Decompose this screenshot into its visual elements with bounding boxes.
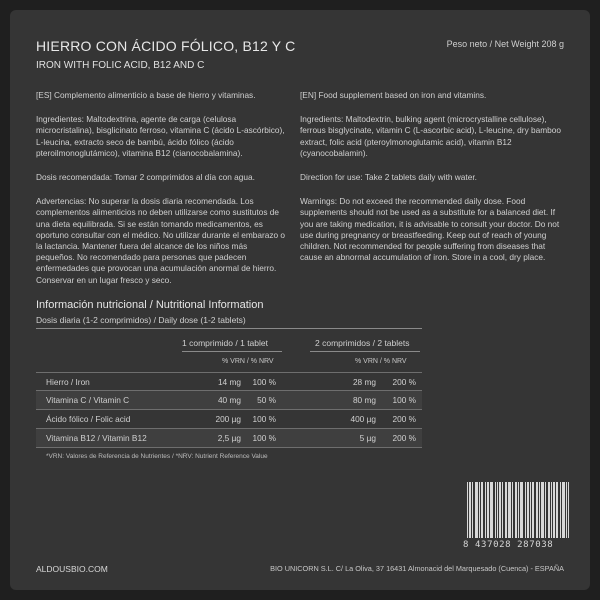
barcode-bar: [562, 482, 563, 538]
barcode-bar: [530, 482, 531, 538]
nrv-1-tablet: 100 %: [252, 433, 276, 443]
barcode-bar: [532, 482, 533, 538]
barcode-bar: [521, 482, 522, 538]
barcode: [463, 482, 575, 554]
barcode-bar: [551, 482, 552, 538]
barcode-bar: [525, 482, 526, 538]
barcode-bar: [485, 482, 486, 538]
barcode-bar: [554, 482, 555, 538]
col2-header: 2 comprimidos / 2 tablets: [315, 338, 410, 348]
nutrient-name: Vitamina C / Vitamin C: [46, 395, 130, 405]
barcode-bar: [508, 482, 509, 538]
barcode-bar: [476, 482, 477, 538]
es-intro: [ES] Complemento alimenticio a base de hierro y vitaminas.: [36, 90, 256, 100]
en-warnings: Warnings: Do not exceed the recommended daily dose. Food supplements should not be used as a substitute for a balanced diet. If you are taking medication, it is advisable to consult your doctor. Do not use during pregnancy or breastfeeding. Keep out of reach of young children. Not recommended for people suffering from diseases that cause an abnormal accumulation of iron. Store in a cool, dry place.: [300, 196, 560, 263]
table-row: [36, 390, 422, 409]
barcode-bar: [506, 482, 507, 538]
company-address: BIO UNICORN S.L. C/ La Oliva, 37 16431 Almonacid del Marquesado (Cuenca) - ESPAÑA: [270, 564, 564, 573]
barcode-bar: [470, 482, 471, 538]
nrv-2-tablets: 200 %: [392, 433, 416, 443]
table-row: [36, 372, 422, 391]
col2-vrn-header: % VRN / % NRV: [355, 358, 407, 365]
barcode-bar: [537, 482, 538, 538]
value-2-tablets: 28 mg: [352, 377, 376, 387]
es-warnings: Advertencias: No superar la dosis diaria recomendada. Los complementos alimenticios no deben utilizarse como sustitutos de una dieta equilibrada. Si se están tomando medicamentos, es oportuno consultar con el médico. No utilizar durante el embarazo o la lactancia. Mantener fuera del alcance de los niños más pequeños. No recomendado para personas que padecen enfermedades que provocan una acumulación anormal de hierro. Conservar en un lugar fresco y seco.: [36, 196, 286, 285]
en-ingredients: Ingredients: Maltodextrin, bulking agent (microcrystalline cellulose), ferrous bisglycinate, vitamin C (L-ascorbic acid), L-leucine, dry bamboo extract, folic acid (pteroylmonoglutamic acid), vitamin B12 (cyanocobalamin).: [300, 114, 561, 158]
barcode-bar: [469, 482, 470, 538]
barcode-bar: [512, 482, 513, 538]
product-label: [10, 10, 590, 590]
nutrition-divider: [36, 328, 422, 329]
barcode-bar: [564, 482, 565, 538]
es-ingredients: Ingredientes: Maltodextrina, agente de carga (celulosa microcristalina), bisglicinato ferroso, vitamina C (ácido L-ascórbico), L-leucina, extracto seco de bambú, ácido fólico (ácido pteroilmonoglutámico), vitamina B12 (cianocobalamina).: [36, 114, 285, 158]
barcode-bar: [566, 482, 567, 538]
barcode-bar: [487, 482, 488, 538]
english-column: [300, 90, 565, 276]
nutrient-name: Hierro / Iron: [46, 377, 90, 387]
nrv-1-tablet: 100 %: [252, 377, 276, 387]
nrv-1-tablet: 100 %: [252, 414, 276, 424]
nutrition-subtitle: Dosis diaria (1-2 comprimidos) / Daily dose (1-2 tablets): [36, 315, 246, 325]
barcode-bar: [539, 482, 540, 538]
nutrient-name: Ácido fólico / Folic acid: [46, 414, 131, 424]
barcode-bar: [516, 482, 517, 538]
barcode-bars: [463, 482, 575, 538]
barcode-bar: [548, 482, 549, 538]
barcode-bar: [542, 482, 543, 538]
en-dose: Direction for use: Take 2 tablets daily with water.: [300, 172, 477, 183]
barcode-bar: [520, 482, 521, 538]
barcode-bar: [533, 482, 534, 538]
barcode-bar: [553, 482, 554, 538]
barcode-bar: [479, 482, 480, 538]
barcode-bar: [543, 482, 544, 538]
barcode-bar: [536, 482, 537, 538]
barcode-bar: [527, 482, 528, 538]
barcode-bar: [541, 482, 542, 538]
nutrient-name: Vitamina B12 / Vitamin B12: [46, 433, 147, 443]
barcode-bar: [522, 482, 523, 538]
barcode-bar: [563, 482, 564, 538]
barcode-bar: [492, 482, 493, 538]
nrv-2-tablets: 200 %: [392, 414, 416, 424]
value-1-tablet: 2,5 µg: [217, 433, 241, 443]
barcode-bar: [510, 482, 511, 538]
es-dose: Dosis recomendada: Tomar 2 comprimidos al día con agua.: [36, 172, 255, 183]
website: ALDOUSBIO.COM: [36, 564, 108, 574]
table-row: [36, 409, 422, 428]
barcode-bar: [488, 482, 489, 538]
spanish-column: [36, 90, 286, 299]
barcode-bar: [515, 482, 516, 538]
nrv-1-tablet: 50 %: [257, 395, 276, 405]
col1-vrn-header: % VRN / % NRV: [222, 358, 274, 365]
product-title: HIERRO CON ÁCIDO FÓLICO, B12 Y C: [36, 38, 296, 54]
nrv-2-tablets: 100 %: [392, 395, 416, 405]
value-1-tablet: 14 mg: [217, 377, 241, 387]
barcode-bar: [557, 482, 558, 538]
nrv-2-tablets: 200 %: [392, 377, 416, 387]
col2-underline: [310, 351, 420, 352]
net-weight: Peso neto / Net Weight 208 g: [446, 39, 564, 49]
value-1-tablet: 200 µg: [215, 414, 241, 424]
barcode-bar: [472, 482, 473, 538]
en-intro: [EN] Food supplement based on iron and vitamins.: [300, 90, 487, 100]
barcode-bar: [495, 482, 496, 538]
nutrition-title: Información nutricional / Nutritional Information: [36, 299, 264, 311]
barcode-bar: [499, 482, 500, 538]
barcode-bar: [491, 482, 492, 538]
barcode-bar: [467, 482, 468, 538]
value-1-tablet: 40 mg: [217, 395, 241, 405]
barcode-bar: [475, 482, 476, 538]
barcode-bar: [502, 482, 503, 538]
barcode-bar: [560, 482, 561, 538]
table-row: [36, 428, 422, 448]
barcode-bar: [568, 482, 569, 538]
nrv-footnote: *VRN: Valores de Referencia de Nutrientes / *NRV: Nutrient Reference Value: [46, 453, 268, 460]
col1-header: 1 comprimido / 1 tablet: [182, 338, 268, 348]
barcode-bar: [497, 482, 498, 538]
barcode-bar: [477, 482, 478, 538]
barcode-bar: [490, 482, 491, 538]
barcode-bar: [556, 482, 557, 538]
barcode-bar: [518, 482, 519, 538]
barcode-number: 8 437028 287038: [463, 540, 554, 550]
barcode-bar: [549, 482, 550, 538]
barcode-bar: [545, 482, 546, 538]
value-2-tablets: 400 µg: [350, 414, 376, 424]
barcode-bar: [500, 482, 501, 538]
barcode-bar: [482, 482, 483, 538]
col1-underline: [182, 351, 282, 352]
value-2-tablets: 5 µg: [359, 433, 376, 443]
barcode-bar: [505, 482, 506, 538]
value-2-tablets: 80 mg: [352, 395, 376, 405]
barcode-bar: [481, 482, 482, 538]
barcode-bar: [509, 482, 510, 538]
product-subtitle: IRON WITH FOLIC ACID, B12 AND C: [36, 60, 205, 71]
barcode-bar: [528, 482, 529, 538]
